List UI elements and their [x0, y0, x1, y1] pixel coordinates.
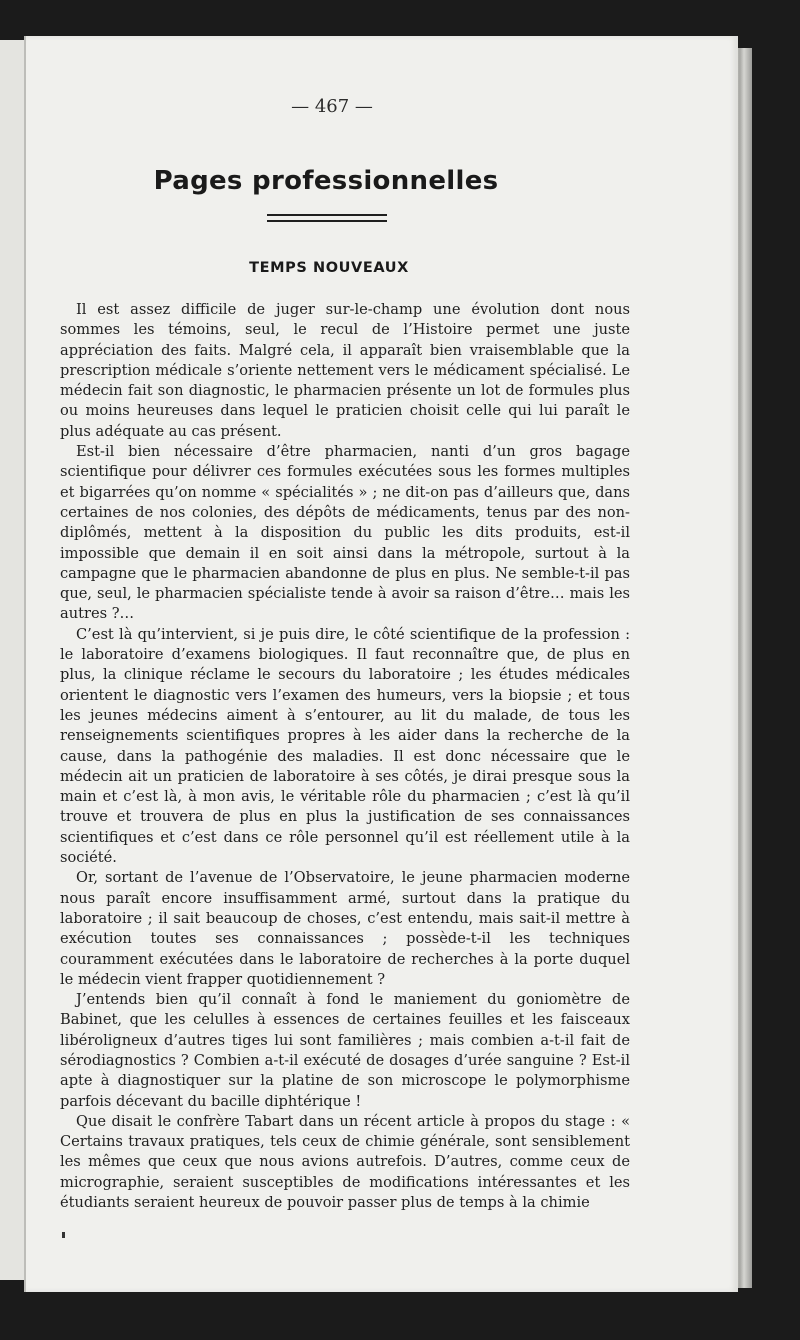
paragraph: Or, sortant de l’avenue de l’Observatoire, le jeune pharmacien moderne nous paraît encore insuffisamment armé, surtout dans la pratique du laboratoire ; il sait beaucoup de choses, c’est entendu, mais sait-il mettre à exécution toutes ses connaissances ; possède-t-il les techniques couramment exécutées dans le laboratoire de recherches à la porte duquel le médecin vient frapper quotidiennement ?: [60, 869, 630, 988]
paragraph: J’entends bien qu’il connaît à fond le maniement du goniomètre de Babinet, que les celulles à essences de certaines feuilles et les faisceaux libéroligneux d’autres tiges lui sont familières ; mais combien a-t-il fait de sérodiagnostics ? Combien a-t-il exécuté de dosages d’urée sanguine ? Est-il apte à diagnostiquer sur la platine de son microscope le polymorphisme parfois décevant du bacille diphtérique !: [60, 991, 630, 1110]
title-rule-bottom: [267, 220, 387, 222]
article-title: TEMPS NOUVEAUX: [249, 260, 409, 276]
title-rule-top: [267, 214, 387, 216]
paragraph: C’est là qu’intervient, si je puis dire, le côté scientifique de la profession : le laboratoire d’examens biologiques. Il faut reconnaître que, de plus en plus, la clinique réclame le secours du laboratoire ; les études médicales orientent le diagnostic vers l’examen des humeurs, vers la biopsie ; et tous les jeunes médecins aiment à s’entourer, au lit du malade, de tous les renseignements scientifiques propres à les aider dans la recherche de la cause, dans la pathogénie des maladies. Il est donc nécessaire que le médecin ait un praticien de laboratoire à ses côtés, je dirai presque sous la main et c’est là, à mon avis, le véritable rôle du pharmacien ; c’est là qu’il trouve et trouvera de plus en plus la justification de ses connaissances scientifiques et c’est dans ce rôle personnel qu’il est réellement utile à la société.: [60, 625, 630, 867]
section-title: Pages professionnelles: [153, 166, 499, 196]
paragraph: Il est assez difficile de juger sur-le-champ une évolution dont nous sommes les témoins, seul, le recul de l’Histoire permet une juste appréciation des faits. Malgré cela, il apparaît bien vraisemblable que la prescription médicale s’oriente nettement vers le médicament spécialisé. Le médecin fait son diagnostic, le pharmacien présente un lot de formules plus ou moins heureuses dans lequel le praticien choisit celle qui lui paraît le plus adéquate au cas présent.: [60, 301, 630, 440]
article-body: [60, 300, 630, 1213]
paragraph: Est-il bien nécessaire d’être pharmacien, nanti d’un gros bagage scientifique pour délivrer ces formules exécutées sous les formes multiples et bigarrées qu’on nomme « spécialités » ; ne dit-on pas d’ailleurs que, dans certaines de nos colonies, des dépôts de médicaments, tenus par des non-diplômés, mettent à la disposition du public les dits produits, est-il impossible que demain il en soit ainsi dans la métropole, surtout à la campagne que le pharmacien abandonne de plus en plus. Ne semble-t-il pas que, seul, le pharmacien spécialiste tende à avoir sa raison d’être… mais les autres ?…: [60, 443, 630, 623]
ink-speck: [62, 1232, 65, 1238]
book-page: [24, 36, 738, 1292]
paragraph: Que disait le confrère Tabart dans un récent article à propos du stage : « Certains travaux pratiques, tels ceux de chimie générale, sont sensiblement les mêmes que ceux que nous avions autrefois. D’autres, comme ceux de micrographie, seraient susceptibles de modifications intéressantes et les étudiants seraient heureux de pouvoir passer plus de temps à la chimie: [60, 1112, 630, 1212]
page-number: — 467 —: [291, 96, 373, 117]
